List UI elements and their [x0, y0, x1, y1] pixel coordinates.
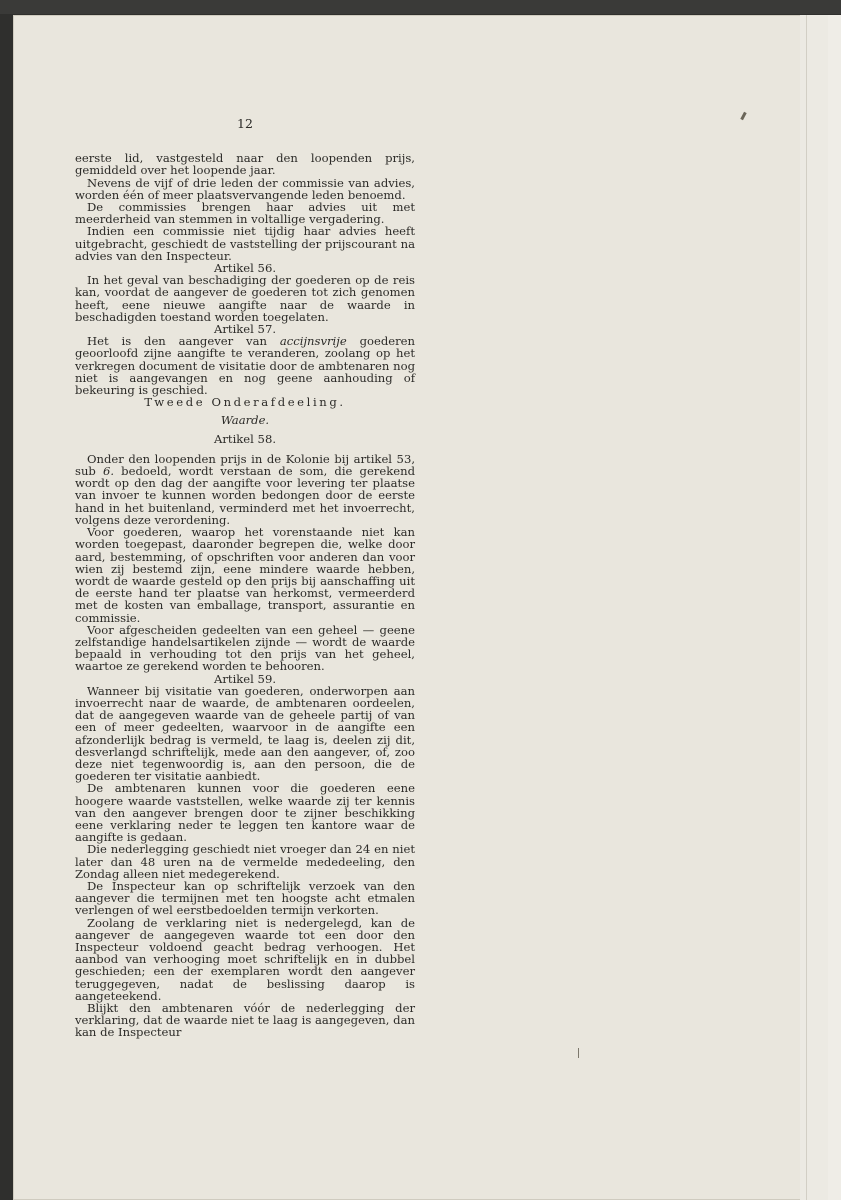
article-58-paragraph: Voor afgescheiden gedeelten van een geheel — geene zelfstandige handelsartikelen zijnde — wordt de waarde bepaald in verhouding tot den prijs van het geheel, waartoe ze gerekend worden te behooren.: [75, 622, 415, 674]
article-56-text: In het geval van beschadiging der goederen op de reis kan, voordat de aangever de goederen tot zich genomen heeft, eene nieuwe aangifte naar de waarde in beschadigden toestand worden toegelaten.: [75, 273, 415, 324]
next-page-strip: [828, 15, 841, 1200]
text-run: Onder den loopenden prijs in de Kolonie bij artikel 53, sub: [75, 451, 415, 479]
article-59-paragraph: Zoolang de verklaring niet is nedergelegd, kan de aangever de aangegeven waarde tot een door den Inspecteur voldoend geacht bedrag verhoogen. Het aanbod van verhooging moet schriftelijk en in dubbel geschieden; een der exemplaren wordt den aangever teruggegeven, nadat de beslissing daarop is aangeteekend.: [75, 915, 415, 1003]
article-57-heading: Artikel 57.: [214, 322, 276, 337]
document-text: [75, 118, 415, 1039]
scan-background: [0, 0, 841, 14]
article-58-heading: Artikel 58.: [214, 431, 276, 446]
paragraph: De commissies brengen haar advies uit met meerderheid van stemmen in voltallige vergadering.: [75, 200, 415, 227]
paragraph: Indien een commissie niet tijdig haar advies heeft uitgebracht, geschiedt de vaststelling der prijscourant na advies van den Inspecteur.: [75, 224, 415, 263]
text-run: Het is den aangever van: [87, 334, 280, 349]
subdivision-subtitle: Waarde.: [220, 413, 270, 428]
article-59-paragraph: Blijkt den ambtenaren vóór de nederlegging der verklaring, dat de waarde niet te laag is aangegeven, dan kan de Inspecteur: [75, 1001, 415, 1040]
article-59-paragraph: Die nederlegging geschiedt niet vroeger dan 24 en niet later dan 48 uren na de vermelde mededeeling, den Zondag alleen niet medegerekend.: [75, 842, 415, 881]
paragraph: Nevens de vijf of drie leden der commissie van advies, worden één of meer plaatsvervangende leden benoemd.: [75, 175, 415, 202]
article-59-heading: Artikel 59.: [214, 671, 276, 686]
article-57-text: [75, 335, 415, 396]
article-56-heading: Artikel 56.: [214, 261, 276, 276]
italic-term: accijnsvrije: [279, 334, 347, 349]
page-edge-line: [806, 15, 807, 1200]
article-58-paragraph: [75, 453, 415, 526]
text-run: bedoeld, wordt verstaan de som, die gerekend wordt op den dag der aangifte voor levering ter plaatse van invoer te kunnen worden bedongen door de eerste hand in het buitenland, verminderd met het invoerrecht, volgens deze verordening.: [75, 464, 415, 527]
italic-term: 6.: [102, 464, 115, 479]
paragraph: eerste lid, vastgesteld naar den loopenden prijs, gemiddeld over het loopende jaar.: [75, 151, 415, 178]
article-59-paragraph: Wanneer bij visitatie van goederen, onderworpen aan invoerrecht naar de waarde, de ambtenaren oordeelen, dat de aangegeven waarde van de geheele partij of van een of meer gedeelten, waarvoor in de aangifte een afzonderlijk bedrag is vermeld, te laag is, deelen zij dit, desverlangd schriftelijk, mede aan den aangever, of, zoo deze niet tegenwoordig is, aan den persoon, die de goederen ter visitatie aanbiedt.: [75, 683, 415, 784]
article-59-paragraph: De ambtenaren kunnen voor die goederen eene hoogere waarde vaststellen, welke waarde zij ter kennis van den aangever brengen door te zijner beschikking eene verklaring neder te leggen ten kantore waar de aangifte is gedaan.: [75, 781, 415, 845]
article-58-paragraph: Voor goederen, waarop het vorenstaande niet kan worden toegepast, daaronder begrepen die, welke door aard, bestemming, of opschriften voor anderen dan voor wien zij bestemd zijn, eene mindere waarde hebben, wordt de waarde gesteld op den prijs bij aanschaffing uit de eerste hand ter plaatse van herkomst, vermeerderd met de kosten van emballage, transport, assurantie en commissie.: [75, 525, 415, 625]
article-59-paragraph: De Inspecteur kan op schriftelijk verzoek van den aangever die termijnen met ten hoogste acht etmalen verlengen of wel eerstbedoelden termijn verkorten.: [75, 878, 415, 918]
subdivision-heading: Tweede Onderafdeeling.: [144, 395, 346, 410]
page-number: 12: [237, 116, 253, 131]
text-run: goederen geoorloofd zijne aangifte te veranderen, zoolang op het verkregen document de visitatie door de ambtenaren nog niet is aangevangen en nog geene aanhouding of bekeuring is geschied.: [75, 334, 416, 398]
page-speck: [578, 1048, 579, 1058]
